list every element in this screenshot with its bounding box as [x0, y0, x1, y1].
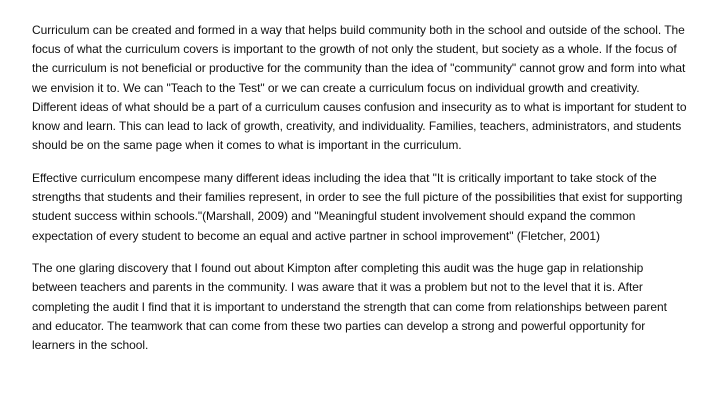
document-body: [32, 21, 687, 355]
paragraph-kimpton-audit: The one glaring discovery that I found out about Kimpton after completing this audit was the huge gap in relationship between teachers and parents in the community. I was aware that it was a problem but not to the level that it is. After completing the audit I find that it is important to understand the strength that can come from relationships between parent and educator. The teamwork that can come from these two parties can develop a strong and powerful opportunity for learners in the school.: [32, 261, 667, 353]
paragraph-curriculum-community: Curriculum can be created and formed in a way that helps build community both in the school and outside of the school. The focus of what the curriculum covers is important to the growth of not only the student, but society as a whole. If the focus of the curriculum is not beneficial or productive for the community than the idea of "community" cannot grow and form into what we envision it to. We can "Teach to the Test" or we can create a curriculum focus on individual growth and creativity. Different ideas of what should be a part of a curriculum causes confusion and insecurity as to what is important for student to know and learn. This can lead to lack of growth, creativity, and individuality. Families, teachers, administrators, and students should be on the same page when it comes to what is important in the curriculum.: [32, 23, 687, 153]
paragraph-effective-curriculum: Effective curriculum encompese many different ideas including the idea that "It is critically important to take stock of the strengths that students and their families represent, in order to see the full picture of the possibilities that exist for supporting student success within schools."(Marshall, 2009) and "Meaningful student involvement should expand the common expectation of every student to become an equal and active partner in school improvement" (Fletcher, 2001): [32, 170, 683, 243]
